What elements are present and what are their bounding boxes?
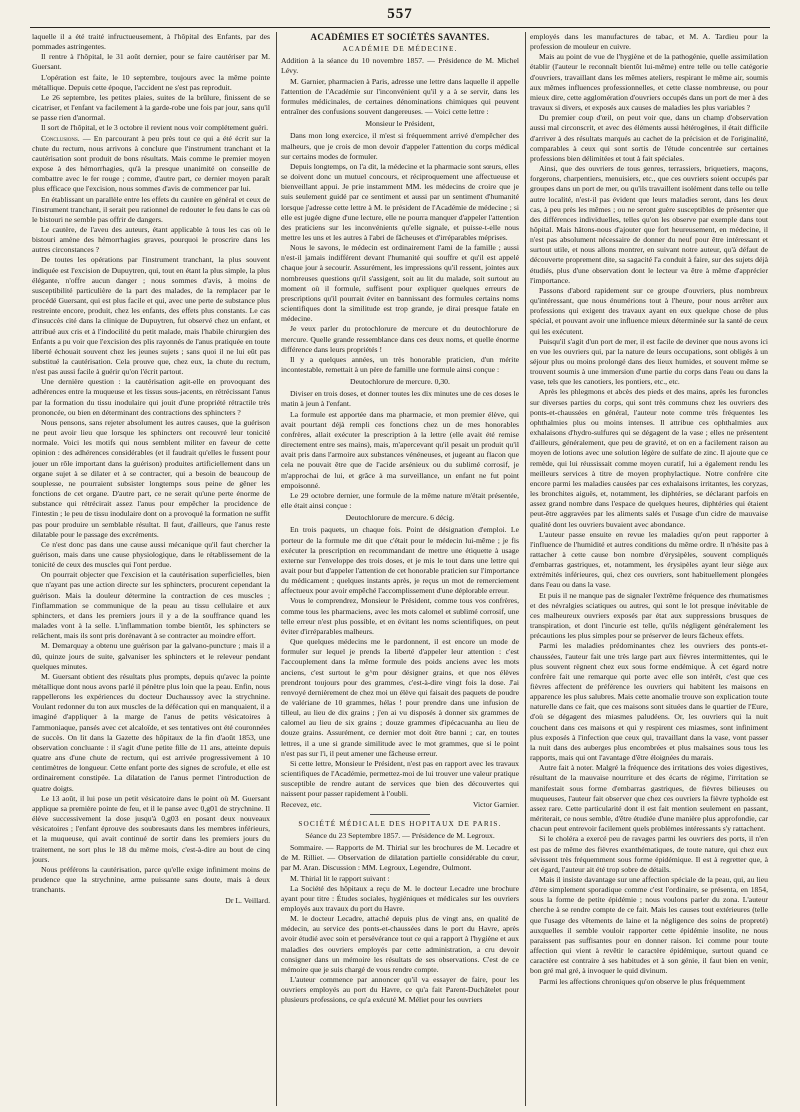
formula: Deutochlorure de mercure. 0,30. [350, 377, 450, 387]
paragraph: Une dernière question : la cautérisation agit-elle en provoquant des adhérences entre la muqueuse et les tissus sous-jacents, en rétrécissant l'anus par la formation du tissu inodulaire qui jouit d'une propriété rétractile très prononcée, ou bien en déterminant des contractions des sphincters ? [32, 377, 270, 417]
paragraph: Après les phlegmons et abcès des pieds et des mains, après les furoncles sur diverses parties du corps, qui sont très communs chez les ouvriers des ponts-et-chaussées en général, l'auteur note comme très fréquentes les ophthalmies plus ou moins intenses. Il attribue ces ophthalmies aux exhalaisons d'hydro-sulfures qui se dégagent de la vase ; elles ne présentent d'ailleurs, généralement, que peu de gravité, et on en a facilement raison au moyen de lotions avec une solution légère de sulfate de zinc. Il ajoute que ce remède, qui lui réussissait comme moyen curatif, lui a également rendu les meilleurs services à titre de moyen prophylactique. Notre confrère cite encore parmi les maladies causées par ces exhalaisons irritantes, les coryzas, les bronchites aiguës, et, notamment, les diphtéries, se déclarant parfois en assez grand nombre dans l'espace de quelques heures, diphtéries qui étaient peut-être aggravées par les aliments salés et l'usage d'un cidre de mauvaise qualité dont les ouvriers buvaient avec abondance. [530, 387, 768, 529]
paragraph: laquelle il a été traité infructueusement, à l'hôpital des Enfants, par des pommades astringentes. [32, 32, 270, 52]
paragraph: Que quelques médecins me le pardonnent, il est encore un mode de formuler sur lequel je prends la liberté d'appeler leur attention : c'est l'accouplement dans la même formule des poids anciens avec les mots anciens, c'est surtout le g^m pour désigner grains, et que nos élèves prendront toujours pour des grammes, c'est-à-dire vingt fois la dose. J'ai renvoyé dernièrement de chez moi un élève qui faisait des paquets de poudre de valériane de 10 grammes, hélas ! pour prendre dans une infusion de tilleul, au lieu de dix grains ; j'en ai vu disposés à donner six grammes de calomel au lieu de six grains ; douze grammes d'ipécacuanha au lieu de douze grains. Assurément, ce dernier mot doit être banni ; car, en toutes lettres, il a une si grande similitude avec le mot grammes, que si le point n'est pas sur l'i, il peut amener une fâcheuse erreur. [281, 637, 519, 758]
paragraph: Il sort de l'hôpital, et le 3 octobre il revient nous voir complétement guéri. [41, 123, 269, 133]
paragraph: Ainsi, que des ouvriers de tous genres, terrassiers, briquetiers, maçons, forgerons, charpentiers, menuisiers, etc., que ces ouvriers soient occupés par groupes dans un port de mer, ou qu'ils travaillent isolément dans telle ou telle autre localité, n'est-il pas évident que leurs maladies seront, dans les deux cas, à peu près les mêmes ; ou ne seront guère susceptibles de présenter que des différences individuelles, telles qu'on les observe par exemple dans tout hôpital. Mais hâtons-nous d'ajouter que fort heureusement, en médecine, il n'est pas absolument nécessaire de donner du neuf pour être intéressant et surtout utile, et nous allons montrer, en suivant notre auteur, qu'à défaut de découverte proprement dite, sa sagacité l'a conduit à faire, sur des sujets déjà étudiés, plus d'une observation dont le lecteur va être à même d'apprécier l'importance. [530, 164, 768, 285]
paragraph: Le 13 août, il lui pose un petit vésicatoire dans le point où M. Guersant applique sa première pointe de feu, et il le panse avec 0,g01 de strychnine. Il élève successivement la dose jusqu'à 0,g03 en posant deux nouveaux vésicatoires ; l'enfant éprouve des soubresauts dans les membres inférieurs, et la muqueuse, qui avait continué de sortir dans les premiers jours du traitement, ne sort plus le 18 du même mois, c'est-à-dire au bout de cinq jours. [32, 793, 270, 864]
paragraph: M. Thirial lit le rapport suivant : [290, 873, 390, 883]
paragraph: M. Demarquay a obtenu une guérison par la galvano-puncture ; mais il a dû, quinze jours de suite, galvaniser les sphincters et le releveur pendant quelques minutes. [32, 641, 270, 671]
paragraph: Si le choléra a exercé peu de ravages parmi les ouvriers des ports, il n'en est pas de même des fièvres exanthématiques, de toute nature, qui chez eux sévissent très fréquemment sous forme épidémique. Il est à regretter que, à cet égard, l'auteur ait été trop sobre de détails. [530, 834, 768, 874]
paragraph: Ce n'est donc pas dans une cause aussi mécanique qu'il faut chercher la guérison, mais dans une cause physiologique, dans le rétablissement de la tonicité de ceux des muscles qui l'ont perdue. [32, 539, 270, 570]
paragraph: Le 29 octobre dernier, une formule de la même nature m'était présentée, elle était ainsi conçue : [281, 490, 519, 511]
paragraph-text: — En parcourant à peu près tout ce qui a été écrit sur la chute du rectum, nous arrivons à conclure que l'instrument tranchant et la cautérisation sont produit de bons résultats. Mais comme le premier moyen expose à des hémorrhagies, qu'à la presque unanimité on conseille de combattre avec le fer rouge ; comme, d'autre part, ce dernier moyen paraît plus efficace que l'excision, nous sommes d'avis de commencer par lui. [32, 133, 270, 194]
conclusions-label: Conclusions. [41, 133, 80, 143]
paragraph: Il y a quelques années, un très honorable praticien, d'un mérite incontestable, remettait à un père de famille une formule ainsi conçue : [281, 354, 519, 374]
column-right [530, 32, 768, 1106]
paragraph: Le cautère, de l'aveu des auteurs, étant applicable à tous les cas où le bistouri amène des hémorrhagies graves, pourquoi le proscrire dans les autres circonstances ? [32, 224, 270, 255]
closing: Recevez, etc. [281, 799, 322, 809]
paragraph: Puisqu'il s'agit d'un port de mer, il est facile de deviner que nous avons ici en vue les ouvriers qui, par la nature de leurs occupations, sont obligés à un séjour plus ou moins prolongé dans des lieux humides, et souvent même se trouvent soumis à une immersion d'une partie du corps dans l'eau ou dans la vase, tels que les canotiers, les pontiers, etc., etc. [530, 336, 768, 387]
paragraph: En établissant un parallèle entre les effets du cautère en général et ceux de l'instrument tranchant, il serait peu rationnel de redouter le feu dans le cas où le bistouri ne semble pas offrir de dangers. [32, 194, 270, 224]
paragraph: Je veux parler du protochlorure de mercure et du deutochlorure de mercure. Quelle grande ressemblance dans ces deux noms, et quelle énorme différence dans leurs propriétés ! [281, 324, 519, 354]
paragraph: Nous pensons, sans rejeter absolument les autres causes, que la guérison ne peut avoir lieu que lorsque les sphincters ont recouvré leur tonicité normale. Voici les motifs qui nous semblent militer en faveur de cette opinion : des adhérences considérables (et il faudrait qu'elles le fussent pour jouer un rôle important dans la guérison) produites artificiellement dans un organe sujet à se dilater et à se contracter, qui a besoin de beaucoup de souplesse, ne pourraient subsister longtemps sous peine de gêner les fonctions de cet organe. D'autre part, ce ne serait qu'une perte énorme de substance qui rétrécirait assez l'anus pour empêcher la procidence de l'intestin ; le peu de tissu inodulaire dont on a provoqué la formation ne suffit pas pour produire un semblable résultat. Il faut, d'ailleurs, que l'anus reste dilatable pour le passage des excréments. [32, 417, 270, 539]
session-line: Addition à la séance du 10 novembre 1857. — Présidence de M. Michel Lévy. [281, 56, 519, 76]
conclusions-paragraph [32, 134, 270, 195]
sommaire: Sommaire. — Rapports de M. Thirial sur les brochures de M. Lecadre et de M. Rilliet. — Observation de dilatation partielle considérable du cœur, par M. Aran. Discussion : MM. Legroux, Legendre, Oulmont. [281, 843, 519, 873]
paragraph: Parmi les affections chroniques qu'on observe le plus fréquemment [539, 976, 746, 986]
column-divider [525, 32, 526, 1106]
paragraph: Parmi les maladies prédominantes chez les ouvriers des ponts-et-chaussées, l'auteur fait une très large part aux fièvres intermittentes, qui le plus souvent règnent chez eux sous forme endémique. À cet égard notre confrère fait une remarque qui porte avec elle son intérêt, c'est que ces fièvres affectent de préférence les ouvriers qui habitent les maisons en apparence les plus salubres. Mais cette anomalie trouve son explication toute naturelle dans ce fait, que ces maisons sont situées dans le quartier de l'Eure, d'où se dégagent des miasmes paludéens. Or, les ouvriers qui la nuit couchent dans ces maisons et qui y respirent ces miasmes, sont infiniment plus exposés à l'infection que ceux qui, travaillant dans la vase, vont passer la nuit dans des auberges plus encombrées et plus malsaines sous tous les rapports, mais qui ont l'avantage d'être éloignées du marais. [530, 641, 768, 763]
paragraph: employés dans les manufactures de tabac, et M. A. Tardieu pour la profession de mouleur en cuivre. [530, 32, 768, 52]
column-middle [281, 32, 519, 1106]
paragraph: Diviser en trois doses, et donner toutes les dix minutes une de ces doses le matin à jeun à l'enfant. [281, 389, 519, 409]
paragraph: L'auteur passe ensuite en revue les maladies qu'on peut rapporter à l'influence de l'humidité et autres conditions du même ordre. Il n'hésite pas à rattacher à cette cause bon nombre d'érysipèles, souvent compliqués d'embarras gastriques, et, notamment, les érysipèles ayant leur siège aux extrémités inférieures, qui, chez ces ouvriers, sont habituellement plongées dans l'eau ou dans la vase. [530, 529, 768, 590]
paragraph: De toutes les opérations par l'instrument tranchant, la plus souvent indiquée est l'excision de Dupuytren, qui, tout en étant la plus simple, la plus élégante, n'offre aucun danger ; nous sommes d'avis, à moins de susceptibilité particulière de la part des malades, de la remplacer par le procédé Guersant, qui est plus facile et qui, avec une perte de substance plus restreinte encore, produit, chez les enfants, des effets plus constants. Le cas d'insuccès cité dans la clinique de Dupuytren, fut observé chez un enfant, et attribué aux cris et à l'indocilité du petit malade, mais l'habile chirurgien des Enfants a pu voir que l'excision des plis rayonnés de l'anus pratiquée en toute liberté échouait souvent chez les jeunes sujets ; sans quoi il ne lui eût pas substitué la cautérisation. Cela prouve que, chez eux, la chute du rectum, n'est pas aussi facile à guérir qu'on l'écrit partout. [32, 255, 270, 377]
closing-line [281, 800, 519, 810]
paragraph: Nous préférons la cautérisation, parce qu'elle exige infiniment moins de prudence que la strychnine, arme puissante sans doute, mais à deux tranchants. [32, 864, 270, 895]
paragraph: La Société des hôpitaux a reçu de M. le docteur Lecadre une brochure ayant pour titre : Études sociales, hygiéniques et médicales sur les ouvriers employés aux travaux du port du Havre. [281, 883, 519, 913]
page-number: 557 [387, 6, 413, 22]
salutation: Monsieur le Président, [365, 119, 435, 129]
paragraph: Depuis longtemps, on l'a dit, la médecine et la pharmacie sont sœurs, elles se doivent donc un mutuel concours, et réciproquement une affectueuse et bienveillant appui. Je prie instamment MM. les médecins de croire que je suis seulement guidé par ce sentiment et aussi par un sentiment d'humanité lorsque j'adresse cette lettre à M. le président de l'Académie de médecine ; si elle est jugée digne d'une lecture, elle ne pourra manquer d'appeler l'attention des praticiens sur les inconvénients qu'elle signale, et puisse-t-elle nous mettre les uns et les autres à l'abri de fâcheuses et d'irréparables méprises. [281, 161, 519, 242]
section-subheading: ACADÉMIE DE MÉDECINE. [342, 45, 458, 54]
paragraph: On pourrait objecter que l'excision et la cautérisation superficielles, bien que n'ayant pas une action directe sur les sphincters, procurent cependant la guérison. Mais la douleur détermine la contraction de ces muscles ; l'inflammation se communique de la peau au tissu cellulaire et aux sphincters, et dans les premiers jours il y a de la souffrance quand les malades vont à la selle. L'inflammation tombe bientôt, les sphincters se relâchent, mais ils sont pris dorénavant à se contracter au moindre effort. [32, 570, 270, 641]
column-left [32, 32, 270, 1106]
paragraph: En trois paquets, un chaque fois. Point de désignation d'emploi. Le porteur de la formule me dit que c'était pour le médecin lui-même ; je fis exécuter la prescription en recommandant de mettre une étiquette à usage externe sur l'enveloppe des trois doses, et je mis le tout dans une lettre qui avait pour but d'appeler l'attention de cet honorable praticien sur l'importance du médicament ; quelques instants après, je reçus un mot de remerciement affectueux pour avoir empêché l'accomplissement d'une déplorable erreur. [281, 525, 519, 596]
paragraph: M. le docteur Lecadre, attaché depuis plus de vingt ans, en qualité de médecin, au service des ponts-et-chaussées dans le port du Havre, après avoir étudié avec soin et persévérance tout ce qui a rapport à l'hygiène et aux maladies des ouvriers employés par cette administration, a cru devoir consigner dans un mémoire les résultats de ses observations. C'est de ce mémoire que je suis chargé de vous rendre compte. [281, 914, 519, 974]
society-title: SOCIÉTÉ MÉDICALE DES HOPITAUX DE PARIS. [298, 819, 502, 828]
section-rule [370, 814, 430, 815]
paragraph: Nous le savons, le médecin est ordinairement l'ami de la famille ; aussi n'est-il jamais indifférent devant l'humanité qui souffre et qu'il est appelé chaque jour à secourir. Assurément, les impressions qu'il ressent, jointes aux nombreuses questions qu'il s'assigent, soit au lit du malade, soit surtout au moment où il formule, suffisent pour expliquer quelques erreurs de prescriptions qu'il pourrait éviter en bannissant des formules certains noms scientifiques dont la similitude est trop grande, je dirai presque fatale en médecine. [281, 243, 519, 324]
author-signature: Dr L. Veillard. [225, 896, 270, 906]
paragraph: Du premier coup d'œil, on peut voir que, dans un champ d'observation aussi mal circonscrit, et avec des éléments aussi hétérogènes, il était difficile d'arriver à des résultats marqués au cachet de la précision et de l'originalité, comparables à ceux qui sont sortis de l'étude concentrée sur certaines professions bien délimitées et tout à fait spéciales. [530, 113, 768, 163]
paragraph: Dans mon long exercice, il m'est si fréquemment arrivé d'empêcher des malheurs, que je crois de mon devoir d'appeler l'attention du corps médical sur certains modes de formuler. [281, 131, 519, 161]
paragraph: Le 26 septembre, les petites plaies, suites de la brûlure, finissent de se cicatriser, et l'enfant va facilement à la garde-robe une fois par jour, sans qu'il se passe rien d'anormal. [32, 92, 270, 123]
paragraph: Et puis il ne manque pas de signaler l'extrême fréquence des rhumatismes et des névralgies sciatiques ou autres, qui sont le lot presque inévitable de ces malheureux ouvriers exposés par état aux suppressions brusques de transpiration, et dont l'incurie est telle, qu'ils négligent généralement les précautions les plus simples pour se préserver de leurs fâcheux effets. [530, 590, 768, 641]
paragraph: Vous le comprendrez, Monsieur le Président, comme tous vos confrères, comme tous les pharmaciens, avec les mots calomel et sublimé corrosif, une telle erreur n'est plus possible, et en évitant les noms scientifiques, on peut éviter d'irréparables malheurs. [281, 596, 519, 636]
paragraph: Il rentre à l'hôpital, le 31 août dernier, pour se faire cautériser par M. Guersant. [32, 52, 270, 72]
paragraph: Autre fait à noter. Malgré la fréquence des irritations des voies digestives, résultant de la mauvaise nourriture et des écarts de régime, l'irritation se manifestait sous forme d'embarras gastriques, de fièvres bilieuses ou muqueuses, l'auteur fait observer que chez ces ouvriers la fièvre typhoïde est assez rare. Cette particularité dont il est fait mention seulement en passant, mériterait, ce nous semble, d'être étudiée d'une manière plus approfondie, car chacun peut entrevoir facilement quels problèmes intéressants s'y rattachent. [530, 763, 768, 834]
closing-signature: Victor Garnier. [472, 799, 519, 809]
column-divider [276, 32, 277, 1106]
paragraph: Mais au point de vue de l'hygiène et de la pathogénie, quelle assimilation établir (l'auteur le reconnaît bientôt lui-même) entre telle ou telle catégorie d'ouvriers, travaillant dans les mêmes ateliers, respirant le même air, soumis aux mêmes influences professionnelles, et cette classe nombreuse, ou pour mieux dire, cette agglomération d'ouvriers occupés dans un port de mer à des travaux si divers, et exposés aux causes de maladies les plus variables ? [530, 52, 768, 113]
formula: Deutochlorure de mercure. 6 décig. [345, 513, 455, 523]
paragraph: Passons d'abord rapidement sur ce groupe d'ouvriers, plus nombreux qu'intéressant, que nous énumérions tout à l'heure, pour nous arrêter aux professions qui exigent des travaux ayant en eux quelque chose de plus spécial, et pouvant avoir une influence mieux déterminée sur la santé de ceux qui les exécutent. [530, 285, 768, 336]
paragraph: M. Garnier, pharmacien à Paris, adresse une lettre dans laquelle il appelle l'attention de l'Académie sur l'inconvénient qu'il y a à se servir, dans les formules médicinales, de certaines dénominations chimiques qui peuvent entraîner des confusions souvent dangereuses. — Voici cette lettre : [281, 76, 519, 117]
paragraph: L'opération est faite, le 10 septembre, toujours avec la même pointe métallique. Depuis cette époque, l'accident ne s'est pas reproduit. [32, 72, 270, 92]
paragraph: La formule est apportée dans ma pharmacie, et mon premier élève, qui avait pourtant déjà rempli ces fonctions chez un de mes honorables confrères, allait exécuter la prescription à la lettre (elle avait été remise directement entre ses mains), mais, m'apercevant qu'il pesait un produit qu'il avait pris dans l'armoire aux substances vénéneuses, et jugeant au flacon que cela ne pouvait être que de l'acide arsénieux ou du sublimé corrosif, je m'approchai de lui, et grâce à ma surveillance, un enfant ne fut point empoisonné. [281, 409, 519, 490]
paragraph: L'auteur commence par annoncer qu'il va essayer de faire, pour les ouvriers employés au port du Havre, ce qu'a fait Parent-Duchâtelet pour plusieurs professions, ce qu'a exécuté M. Méliet pour les ouvriers [281, 975, 519, 1005]
section-heading: ACADÉMIES ET SOCIÉTÉS SAVANTES. [310, 32, 490, 42]
paragraph: M. Guersant obtient des résultats plus prompts, depuis qu'avec la pointe métallique dont nous avons parlé il pénètre plus loin que la peau. Enfin, nous rappellerons les expériences du docteur Duchaussoy avec la strychnine. Voulant redonner du ton aux muscles de la défécation qui en manquaient, il a imaginé d'appliquer à la marge de l'anus de petits vésicatoires à l'ammoniaque, pansés avec cet alcaloïde, et ses tentatives ont été couronnées de succès. On lit dans la Gazette des hôpitaux de la fin d'août 1853, une observation concluante : il s'agit d'une petite fille de 11 ans, atteinte depuis quatre ans d'une chute de rectum, qui est arrivée progressivement à 10 centimètres de longueur. Cette enfant porte des signes de scrofule, et elle est ordinairement constipée. La dilatation de l'anus permet l'introduction de quatre doigts. [32, 671, 270, 793]
society-session: Séance du 23 Septembre 1857. — Présidence de M. Legroux. [305, 830, 495, 840]
paragraph: Mais il insiste davantage sur une affection spéciale de la peau, qui, au lieu d'être simplement sporadique comme c'est l'ordinaire, se présenta, en 1854, sous la forme de petite épidémie ; nous voulons parler du zona. L'auteur cherche à se rendre compte de ce fait. Mais les causes tout extérieures (telle que l'usage des vêtements de laine et la négligence des soins de propreté) auxquelles il semble vouloir rapporter cette épidémie insolite, ne nous paraissent pas suffisantes pour en donner raison. Ici comme pour toute affection qui vient à revêtir le caractère épidémique, surtout quand ce caractère est contraire à ses habitudes et à son génie, il faut bien en venir, bon gré mal gré, à invoquer le quid divinum. [530, 874, 768, 976]
header-rule [30, 27, 770, 28]
paragraph: Si cette lettre, Monsieur le Président, n'est pas en rapport avec les travaux scientifiques de l'Académie, permettez-moi de lui trouver une valeur pratique susceptible de rendre autant de services que bien des découvertes qui naissent pour passer rapidement à l'oubli. [281, 758, 519, 799]
